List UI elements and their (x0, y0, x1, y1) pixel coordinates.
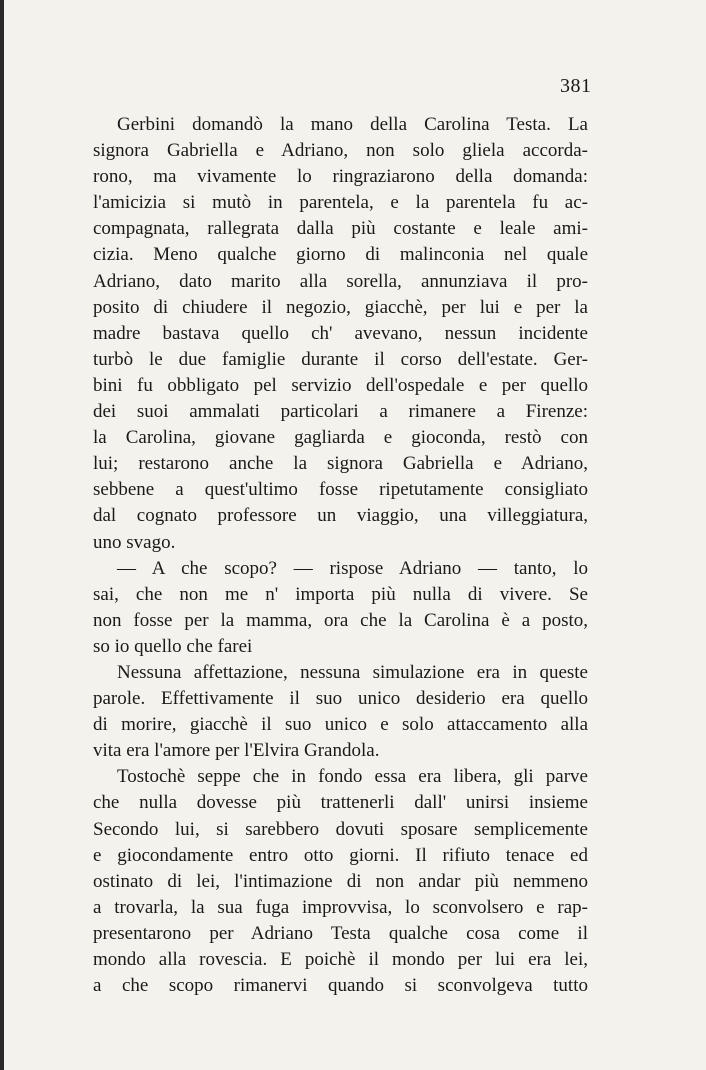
text-line: non fosse per la mamma, ora che la Carolina è a posto, (93, 609, 588, 631)
text-line: uno svago. (93, 531, 176, 553)
text-line: ostinato di lei, l'intimazione di non andar più nemmeno (93, 870, 588, 892)
text-line: parole. Effettivamente il suo unico desiderio era quello (93, 688, 588, 710)
text-line: Adriano, dato marito alla sorella, annunziava il pro- (93, 270, 588, 292)
text-line: dal cognato professore un viaggio, una villeggiatura, (93, 505, 588, 527)
text-line: vita era l'amore per l'Elvira Grandola. (93, 740, 380, 762)
text-line: signora Gabriella e Adriano, non solo gliela accorda- (93, 140, 588, 162)
text-line: di morire, giacchè il suo unico e solo attaccamento alla (93, 714, 588, 736)
text-line: la Carolina, giovane gagliarda e gioconda, restò con (93, 427, 588, 449)
text-line: e giocondamente entro otto giorni. Il rifiuto tenace ed (93, 844, 588, 866)
text-line: l'amicizia si mutò in parentela, e la parentela fu ac- (93, 192, 588, 214)
text-line: rono, ma vivamente lo ringraziarono della domanda: (93, 166, 588, 188)
text-line: a trovarla, la sua fuga improvvisa, lo sconvolsero e rap- (93, 896, 588, 918)
text-line: che nulla dovesse più trattenerli dall' unirsi insieme (93, 792, 588, 814)
text-line: Nessuna affettazione, nessuna simulazione era in queste (117, 661, 588, 683)
text-line: — A che scopo? — rispose Adriano — tanto, lo (117, 557, 588, 579)
text-line: mondo alla rovescia. E poichè il mondo per lui era lei, (93, 949, 588, 970)
text-line: lui; restarono anche la signora Gabriella e Adriano, (93, 453, 588, 475)
text-line: Gerbini domandò la mano della Carolina Testa. La (117, 114, 588, 135)
body-text (93, 112, 588, 999)
page-binding-edge (0, 0, 4, 1070)
text-line: Tostochè seppe che in fondo essa era libera, gli parve (117, 766, 588, 788)
text-line: sai, che non me n' importa più nulla di vivere. Se (93, 583, 588, 605)
text-line: posito di chiudere il negozio, giacchè, per lui e per la (93, 296, 588, 318)
text-line: Secondo lui, si sarebbero dovuti sposare semplicemente (93, 818, 588, 840)
text-line: compagnata, rallegrata dalla più costante e leale ami- (93, 218, 588, 240)
text-line: cizia. Meno qualche giorno di malinconia nel quale (93, 244, 588, 266)
text-line: sebbene a quest'ultimo fosse ripetutamente consigliato (93, 479, 588, 501)
page-number: 381 (560, 75, 592, 97)
text-line: madre bastava quello ch' avevano, nessun incidente (93, 322, 588, 344)
text-line: so io quello che farei (93, 635, 253, 657)
text-line: presentarono per Adriano Testa qualche cosa come il (93, 922, 588, 944)
text-line: dei suoi ammalati particolari a rimanere a Firenze: (93, 401, 588, 423)
text-line: turbò le due famiglie durante il corso dell'estate. Ger- (93, 348, 588, 370)
text-line: bini fu obbligato pel servizio dell'ospedale e per quello (93, 374, 588, 396)
text-line: a che scopo rimanervi quando si sconvolgeva tutto (93, 975, 588, 997)
